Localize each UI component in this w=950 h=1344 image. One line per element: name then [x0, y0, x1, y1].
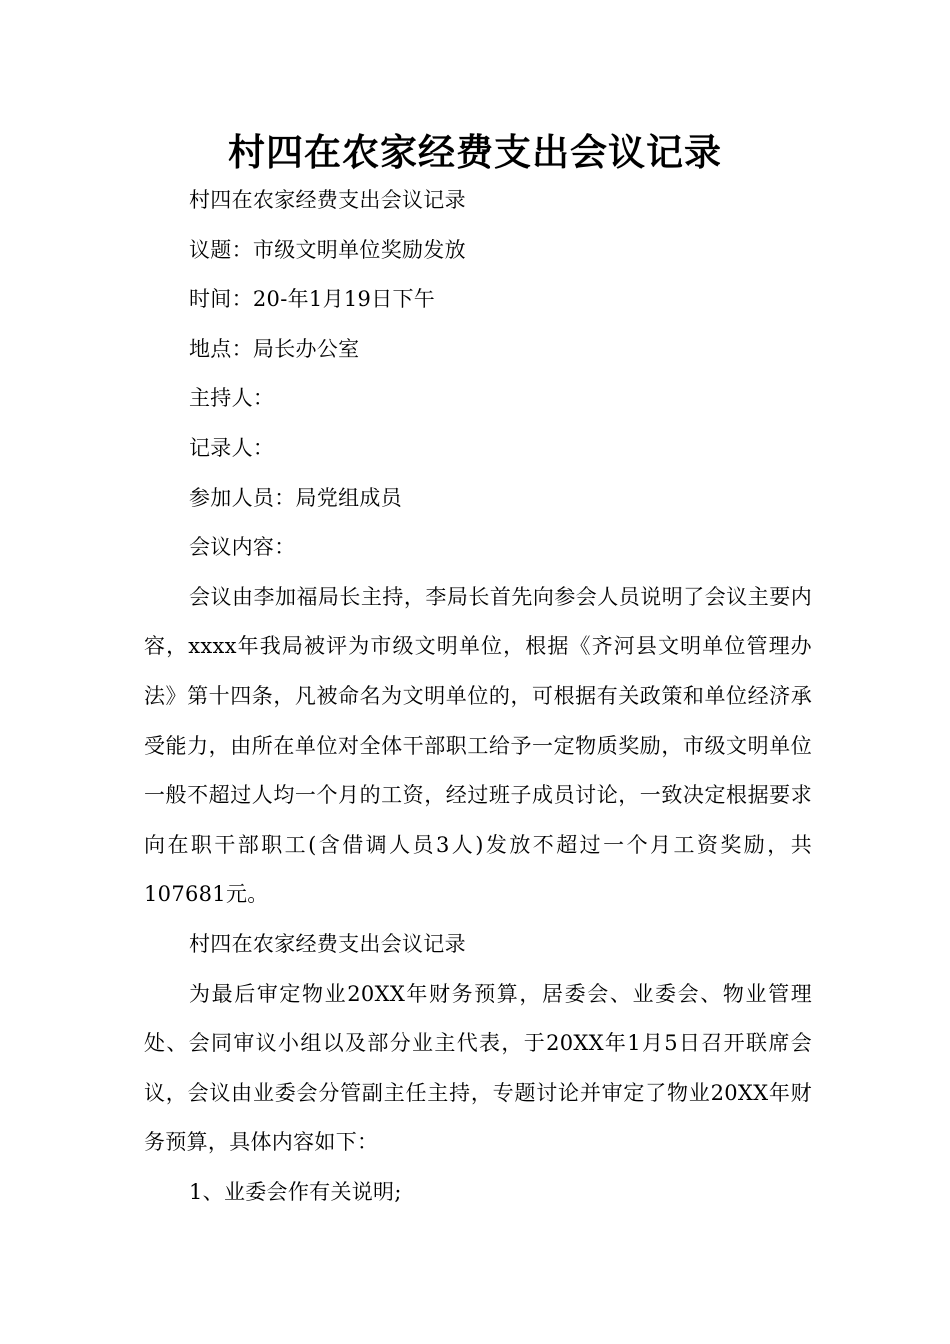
paragraph-second-heading: 村四在农家经费支出会议记录: [189, 931, 466, 956]
document-body: [144, 176, 812, 1217]
paragraph-host: 主持人：: [189, 386, 275, 411]
paragraph-time: 时间：20-年1月19日下午: [189, 287, 436, 312]
paragraph-topic: 议题：市级文明单位奖励发放: [189, 237, 466, 262]
paragraph-subtitle: 村四在农家经费支出会议记录: [189, 188, 466, 212]
paragraph-location: 地点：局长办公室: [189, 336, 360, 361]
paragraph-recorder: 记录人：: [189, 435, 275, 460]
paragraph-item-1: 1、业委会作有关说明;: [189, 1179, 402, 1204]
document-title: 村四在农家经费支出会议记录: [228, 131, 722, 174]
paragraph-budget-meeting: 为最后审定物业20XX年财务预算，居委会、业委会、物业管理处、会同审议小组以及部分业主代表，于20XX年1月5日召开联席会议，会议由业委会分管副主任主持，专题讨论并审定了物业20XX年财务预算，具体内容如下：: [144, 981, 812, 1155]
paragraph-meeting-content: 会议由李加福局长主持，李局长首先向参会人员说明了会议主要内容，xxxx年我局被评为市级文明单位，根据《齐河县文明单位管理办法》第十四条，凡被命名为文明单位的，可根据有关政策和单位经济承受能力，由所在单位对全体干部职工给予一定物质奖励，市级文明单位一般不超过人均一个月的工资，经过班子成员讨论，一致决定根据要求向在职干部职工(含借调人员3人)发放不超过一个月工资奖励，共107681元。: [144, 584, 812, 907]
paragraph-content-heading: 会议内容：: [189, 535, 296, 560]
paragraph-attendees: 参加人员：局党组成员: [189, 485, 402, 510]
